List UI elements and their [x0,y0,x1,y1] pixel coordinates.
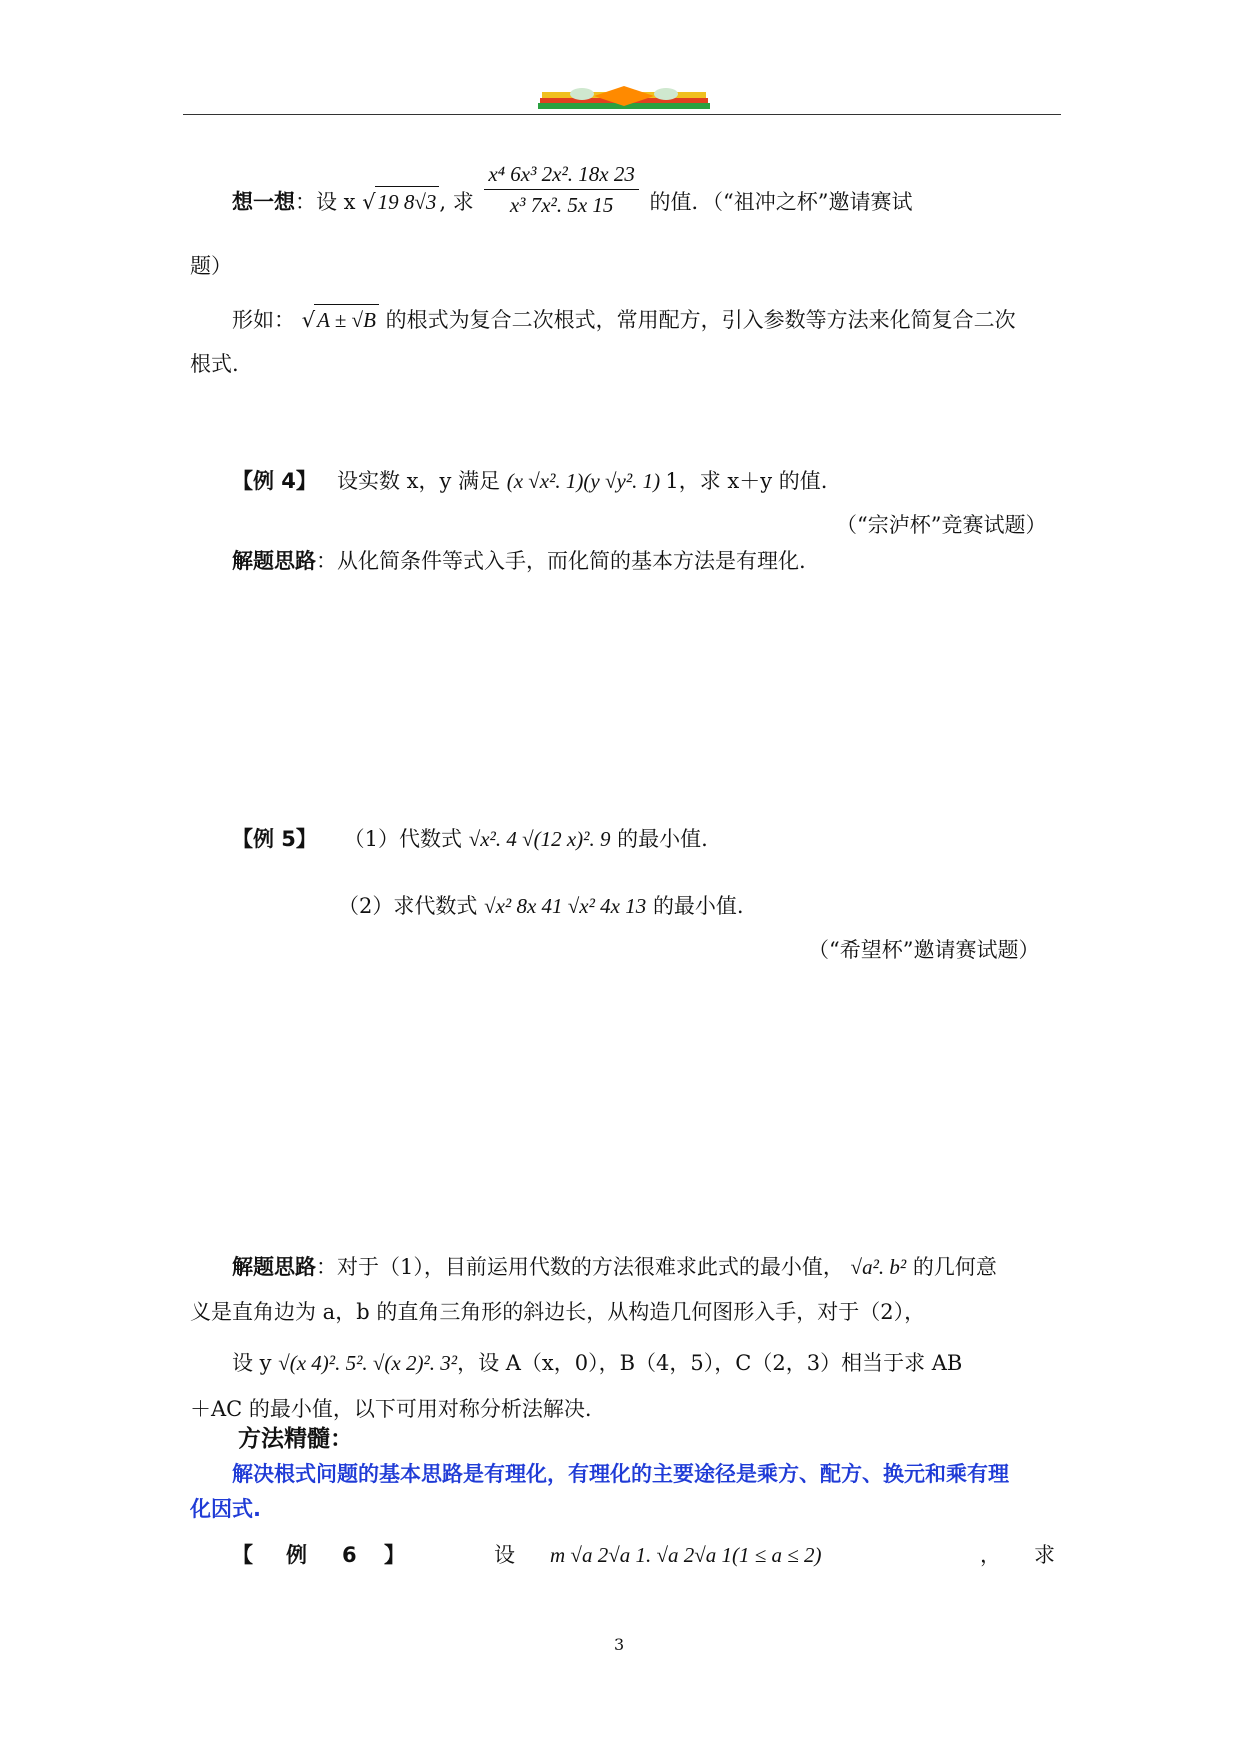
ex4-text: 设实数 x，y 满足 [336,469,501,493]
ex5-part2-tail: 的最小值. [652,894,744,918]
method-title: 方法精髓： [238,1426,353,1452]
ex4-hint [232,546,806,576]
think-numerator: x⁴ 6x³ 2x². 18x 23 [484,159,638,190]
compound-formula: A ± √B [314,304,379,335]
ex5-hint-text1b: 的几何意 [912,1255,997,1279]
ex5-hint-line3 [232,1348,962,1378]
ex5-hint-text3b: ，设 A（x，0），B（4，5），C（2，3）相当于求 AB [457,1351,963,1375]
think-intro: ：设 x [295,190,363,214]
ex6-text: 设 [494,1543,515,1567]
compound-line1: 形如： √A ± √B 的根式为复合二次根式，常用配方，引入参数等方法来化简复合二次 [232,304,1016,335]
ex6-label-l: 【 [232,1543,253,1567]
method-line2: 化因式. [190,1497,261,1521]
ex6-tail: ， [980,1543,1001,1567]
think-denominator: x³ 7x². 5x 15 [509,193,614,217]
think-fraction [484,159,638,220]
ex5-hint-text4: ＋AC 的最小值，以下可用对称分析法解决. [190,1397,592,1421]
think-label: 想一想 [232,190,295,214]
ex5-hint-text2: 义是直角边为 a，b 的直角三角形的斜边长，从构造几何图形入手，对于（2）， [190,1300,926,1324]
ex5-hint-formula: √a². b² [850,1255,907,1279]
logo-icon [534,84,714,114]
think-line: 想一想：设 x √19 8√3 , 求 $\frac{\text{x⁴ 6x³ 2x². 18x 23}}{\text{x³ 7x². 5x 15}}$ 的值．（“祖冲之杯”邀请赛试 [232,186,913,220]
ex5-part1-text: （1）代数式 [343,827,463,851]
ex5-hint-label: 解题思路 [232,1255,316,1279]
ex5-part2-text: （2）求代数式 [338,894,478,918]
ex5-label: 【例 5】 [232,827,317,851]
ex5-hint-formula2: √(x 4)². 5². √(x 2)². 3² [278,1351,458,1375]
ex6-label-n: 6 [342,1543,357,1567]
think-wrap: 题） [190,254,232,278]
ex4-label: 【例 4】 [232,469,317,493]
ex5-part1-formula: √x². 4 √(12 x)². 9 [468,827,611,851]
ex6-end: 求 [1034,1543,1055,1567]
ex5-hint-text3a: 设 y [232,1351,279,1375]
compound-lead: 形如： [232,308,295,332]
compound-text1: 的根式为复合二次根式，常用配方，引入参数等方法来化简复合二次 [385,308,1016,332]
ex4-formula: (x √x². 1)(y √y². 1) [506,469,666,493]
ex6-formula: m √a 2√a 1. √a 2√a 1(1 ≤ a ≤ 2) [550,1543,822,1567]
ex6-label-m: 例 [286,1543,307,1567]
method-line1: 解决根式问题的基本思路是有理化，有理化的主要途径是乘方、配方、换元和乘有理 [232,1462,1009,1486]
think-tail: 的值．（“祖冲之杯”邀请赛试 [649,190,913,214]
ex5-hint-line1 [232,1252,997,1282]
ex5-hint-text1: ：对于（1），目前运用代数的方法很难求此式的最小值， [316,1255,844,1279]
page-number: 3 [614,1635,625,1654]
ex4-hint-label: 解题思路 [232,549,316,573]
ex5-part1 [232,824,708,854]
think-radical: 19 8√3 [375,186,440,217]
ex4-eq: 1，求 x＋y 的值. [665,469,828,493]
ex5-part2-formula: √x² 8x 41 √x² 4x 13 [484,894,647,918]
header-rule [183,114,1061,115]
ex4-line [232,466,827,496]
think-ask: , 求 [439,190,474,214]
ex4-source: （“宗泸杯”竞赛试题） [836,513,1047,537]
ex5-source: （“希望杯”邀请赛试题） [808,938,1040,962]
compound-text2: 根式. [190,352,239,376]
ex5-part1-tail: 的最小值. [617,827,708,851]
ex4-hint-text: ：从化简条件等式入手，而化简的基本方法是有理化. [316,549,806,573]
ex6-label-r: 】 [384,1543,405,1567]
ex5-part2 [338,891,744,921]
